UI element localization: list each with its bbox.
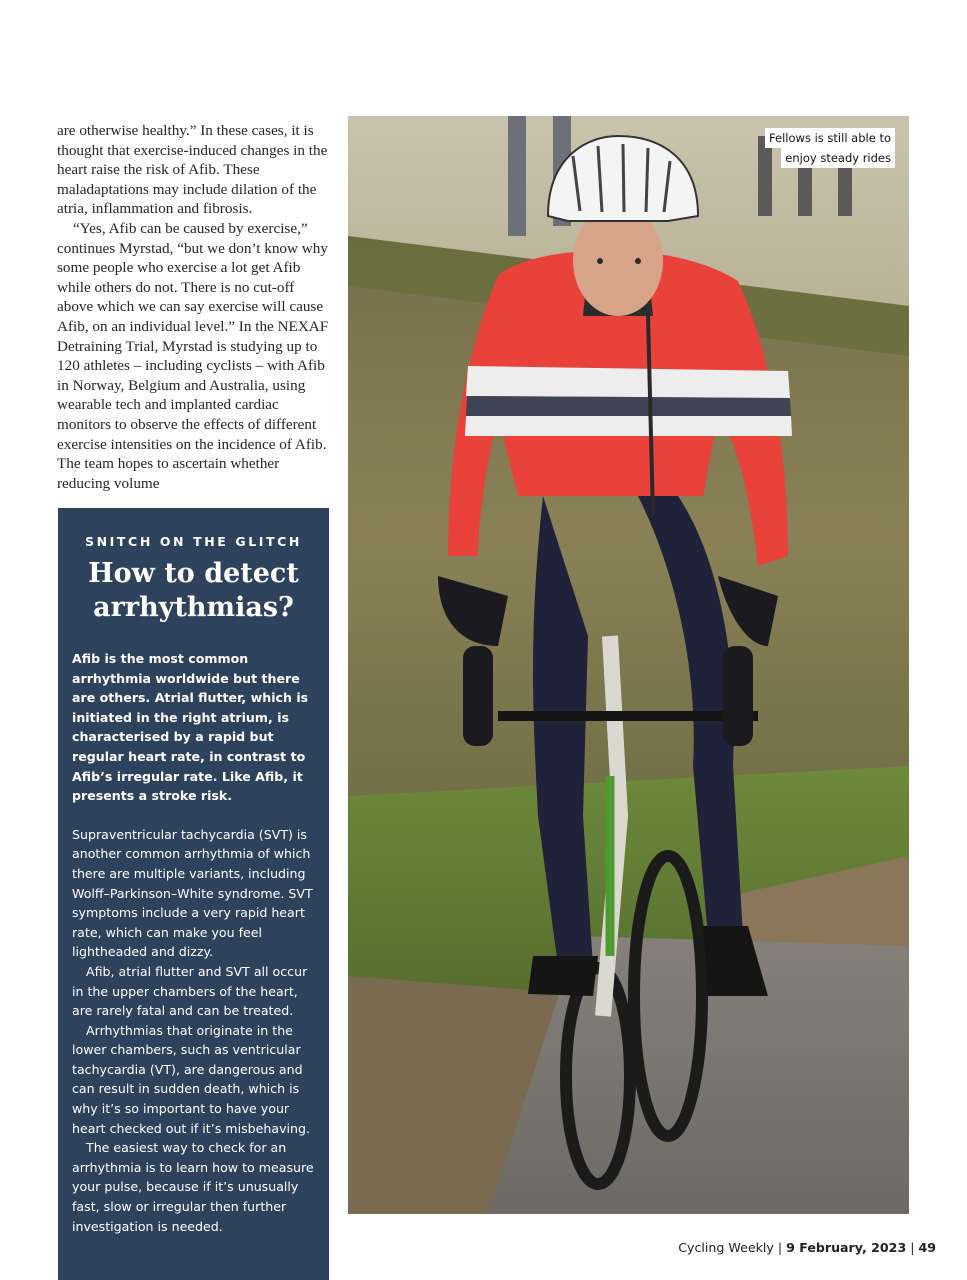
cyclist-photo [348, 116, 909, 1214]
footer-separator-1: | [777, 1240, 783, 1255]
footer-separator-2: | [910, 1240, 915, 1255]
sidebar-paragraph-4: The easiest way to check for an arrhythmia is to learn how to measure your pulse, because if it’s unusually fast, slow or irregular then further investigation is needed. [72, 1140, 314, 1234]
body-paragraph-2: “Yes, Afib can be caused by exercise,” continues Myrstad, “but we don’t know why some people who exercise a lot get Afib while others do not. There is no cut-off above which we can say exercise will cause Afib, on an individual level.” In the NEXAF Detraining Trial, Myrstad is studying up to 120 athletes – including cyclists – with Afib in Norway, Belgium and Australia, using wearable tech and implanted cardiac monitors to observe the effects of different exercise intensities on the incidence of Afib. The team hopes to ascertain whether reducing volume [57, 219, 329, 492]
body-text-column [57, 121, 329, 493]
photo-caption [765, 128, 895, 168]
publication-name: Cycling Weekly [678, 1240, 774, 1255]
caption-line-1: Fellows is still able to [765, 128, 895, 148]
sidebar-kicker: SNITCH ON THE GLITCH [85, 534, 302, 549]
cyclist-illustration [348, 116, 909, 1214]
sidebar-paragraph-2: Afib, atrial flutter and SVT all occur in the upper chambers of the heart, are rarely fatal and can be treated. [72, 963, 308, 1019]
caption-line-2: enjoy steady rides [781, 148, 895, 168]
headline-line-1: How to detect [88, 558, 299, 589]
headline-line-2: arrhythmias? [93, 592, 294, 623]
issue-date: 9 February, 2023 [786, 1240, 907, 1255]
body-paragraph-1: are otherwise healthy.” In these cases, it is thought that exercise-induced changes in the heart raise the risk of Afib. These maladaptations may include dilation of the atria, inflammation and fibrosis. [57, 122, 328, 218]
sidebar-body [72, 825, 315, 1236]
sidebar-box [58, 508, 329, 1280]
page-number: 49 [918, 1240, 936, 1255]
page-footer [678, 1240, 936, 1255]
sidebar-lead: Afib is the most common arrhythmia worldwide but there are others. Atrial flutter, which is initiated in the right atrium, is characterised by a rapid but regular heart rate, in contrast to Afib’s irregular rate. Like Afib, it presents a stroke risk. [72, 651, 309, 804]
sidebar-paragraph-1: Supraventricular tachycardia (SVT) is another common arrhythmia of which there are multiple variants, including Wolff–Parkinson–White syndrome. SVT symptoms include a very rapid heart rate, which can make you feel lightheaded and dizzy. [72, 826, 313, 960]
sidebar-paragraph-3: Arrhythmias that originate in the lower chambers, such as ventricular tachycardia (VT), are dangerous and can result in sudden death, which is why it’s so important to have your heart checked out if it’s misbehaving. [72, 1022, 311, 1136]
sidebar-headline [72, 557, 315, 625]
